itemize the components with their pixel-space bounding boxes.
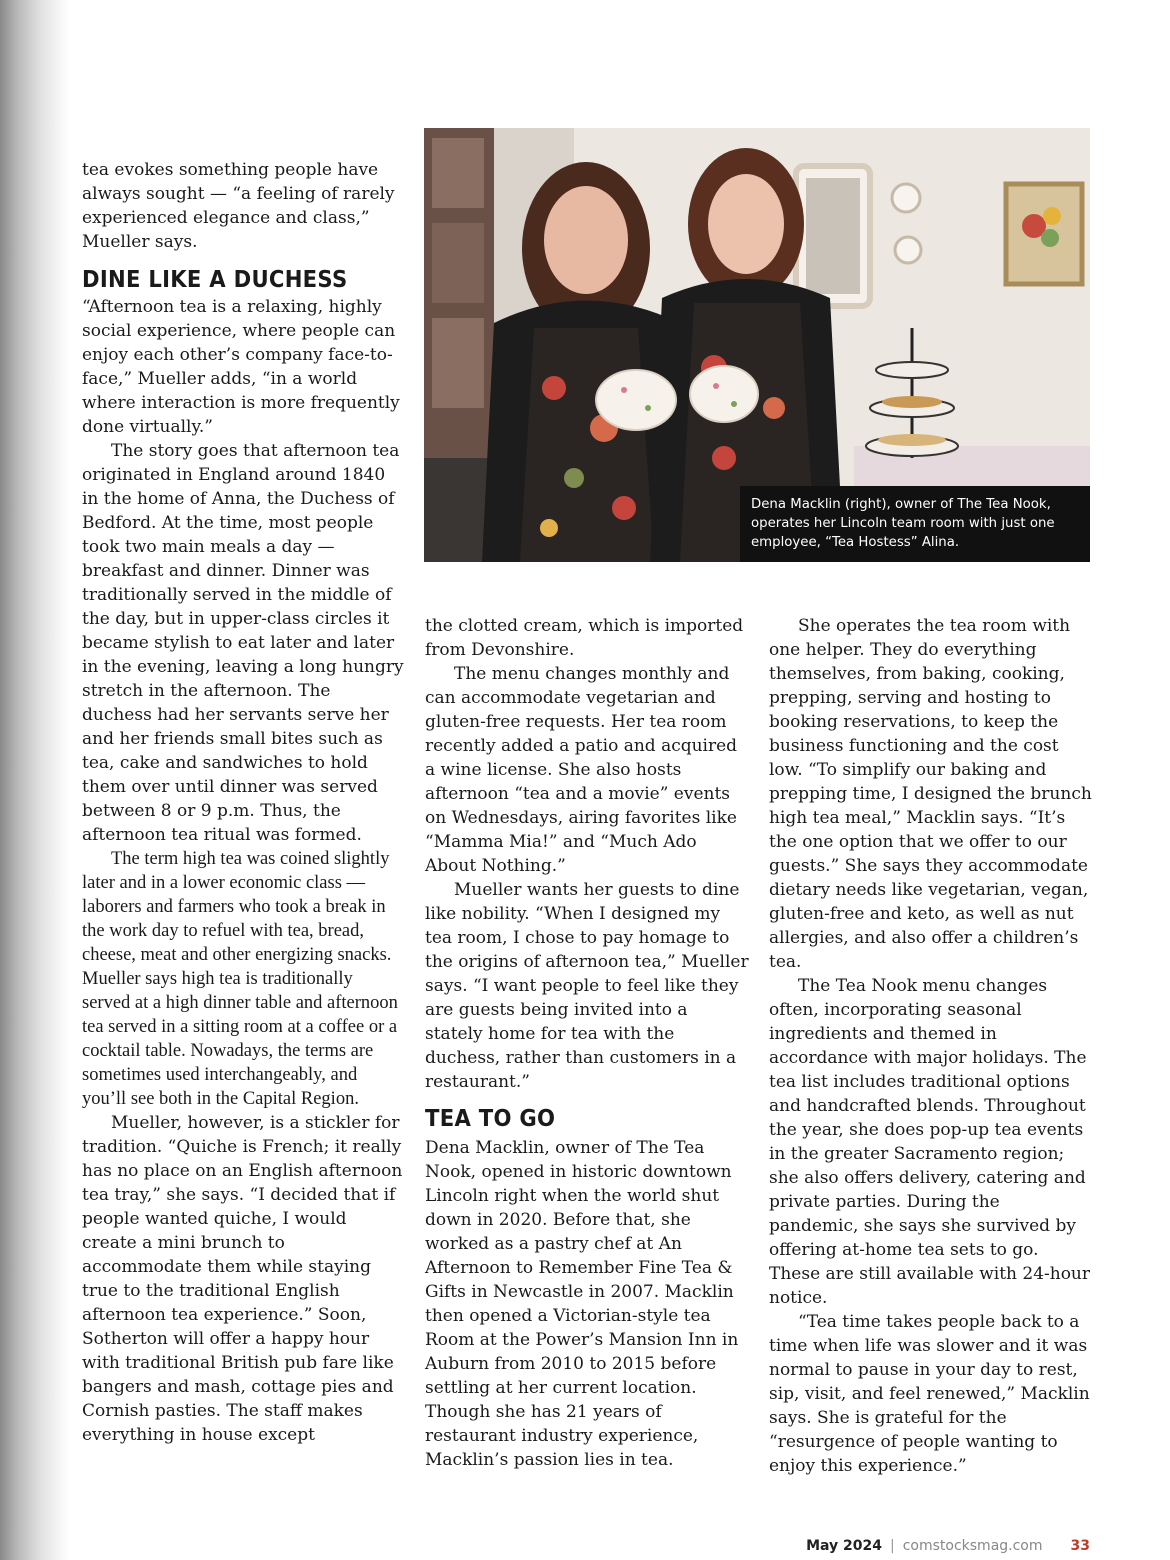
body-paragraph: The story goes that afternoon tea originated in England around 1840 in the home of Anna, the Duchess of Bedford. At the time, most people took two main meals a day — breakfast and dinner. Dinner was traditionally served in the middle of the day, but in upper-class circles it became stylish to eat later and later in the evening, leaving a long hungry stretch in the afternoon. The duchess had her servants serve her and her friends small bites such as tea, cake and sandwiches to hold them over until dinner was served between 8 or 9 p.m. Thus, the afternoon tea ritual was formed. (82, 441, 404, 845)
article-column-1 (82, 158, 404, 1447)
body-paragraph: Mueller wants her guests to dine like nobility. “When I designed my tea room, I chose to pay homage to the origins of afternoon tea,” Mueller says. “I want people to feel like they are guests being invited into a stately home for tea with the duchess, rather than customers in a restaurant.” (425, 880, 749, 1092)
body-paragraph: The menu changes monthly and can accommodate vegetarian and gluten-free requests. Her tea room recently added a patio and acquired a wine license. She also hosts afternoon “tea and a movie” events on Wednesdays, airing favorites like “Mamma Mia!” and “Much Ado About Nothing.” (425, 664, 738, 876)
body-paragraph: Mueller, however, is a stickler for tradition. “Quiche is French; it really has no place on an English afternoon tea tray,” she says. “I decided that if people wanted quiche, I would create a mini brunch to accommodate them while staying true to the traditional English afternoon tea experience.” Soon, Sotherton will offer a happy hour with traditional British pub fare like bangers and mash, cottage pies and Cornish pasties. The staff makes everything in house except (82, 1113, 403, 1445)
photo-caption: Dena Macklin (right), owner of The Tea Nook, operates her Lincoln team room with just one employee, “Tea Hostess” Alina. (740, 486, 1090, 562)
body-paragraph: “Tea time takes people back to a time when life was slower and it was normal to pause in your day to rest, sip, visit, and feel renewed,” Macklin says. She is grateful for the “resurgence of people wanting to enjoy this experience.” (769, 1312, 1090, 1476)
section-heading-tea-to-go: TEA TO GO (425, 1106, 556, 1132)
body-paragraph: The term high tea was coined slightly later and in a lower economic class — laborers and farmers who took a break in the work day to refuel with tea, bread, cheese, meat and other energizing snacks. Mueller says high tea is traditionally served at a high dinner table and afternoon tea served in a sitting room at a coffee or a cocktail table. Nowadays, the terms are sometimes used interchangeably, and you’ll see both in the Capital Region. (82, 849, 398, 1109)
intro-paragraph: tea evokes something people have always sought — “a feeling of rarely experienced elegance and class,” Mueller says. (82, 160, 395, 252)
body-paragraph: Dena Macklin, owner of The Tea Nook, opened in historic downtown Lincoln right when the world shut down in 2020. Before that, she worked as a pastry chef at An Afternoon to Remember Fine Tea & Gifts in Newcastle in 2007. Macklin then opened a Victorian-style tea Room at the Power’s Mansion Inn in Auburn from 2010 to 2015 before settling at her current location. Though she has 21 years of restaurant industry experience, Macklin’s passion lies in tea. (425, 1138, 739, 1470)
footer-separator: | (889, 1538, 895, 1554)
section-heading-dine-like-a-duchess: DINE LIKE A DUCHESS (82, 267, 348, 293)
issue-date: May 2024 (806, 1538, 882, 1554)
body-paragraph: “Afternoon tea is a relaxing, highly social experience, where people can enjoy each other’s company face-to-face,” Mueller adds, “in a world where interaction is more frequently done virtually.” (82, 297, 400, 437)
article-column-2 (425, 614, 750, 1472)
article-column-3 (769, 614, 1094, 1478)
page-gutter-shadow (0, 0, 70, 1560)
body-paragraph: She operates the tea room with one helper. They do everything themselves, from baking, cooking, prepping, serving and hosting to booking reservations, to keep the business functioning and the cost low. “To simplify our baking and prepping time, I designed the brunch high tea meal,” Macklin says. “It’s the one option that we offer to our guests.” She says they accommodate dietary needs like vegetarian, vegan, gluten-free and keto, as well as nut allergies, and also offer a children’s tea. (769, 616, 1092, 972)
page-number: 33 (1070, 1538, 1090, 1554)
body-paragraph: The Tea Nook menu changes often, incorporating seasonal ingredients and themed in accordance with major holidays. The tea list includes traditional options and handcrafted blends. Throughout the year, she does pop-up tea events in the greater Sacramento region; she also offers delivery, catering and private parties. During the pandemic, she says she survived by offering at-home tea sets to go. These are still available with 24-hour notice. (769, 976, 1091, 1308)
body-paragraph: the clotted cream, which is imported from Devonshire. (425, 616, 744, 660)
page-footer (806, 1538, 1090, 1554)
website-link[interactable]: comstocksmag.com (902, 1538, 1043, 1554)
